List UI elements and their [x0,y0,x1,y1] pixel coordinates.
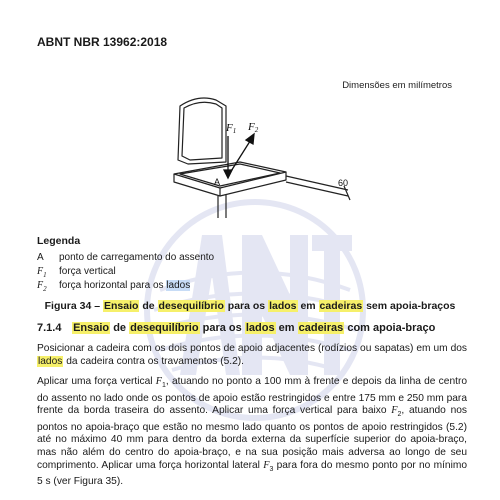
paragraph-2: Aplicar uma força vertical $F_1$, atuando no ponto a 100 mm à frente e depois da linha de centro do assento no lado onde os pontos de apoio estão restringidos e entre 175 mm e 250 mm para frente da borda traseira do assento. Aplicar uma força vertical para baixo $F_2$, atuando nos pontos no apoia-braço que estão no mesmo lado quanto os pontos de apoio restringidos (5.2) até no máximo 40 mm para dentro da borda externa da superfície superior do apoia-braço, mas não além do centro do apoia-braço, e na sua posição mais adversa ao longo de seu comprimento. Aplicar uma força horizontal lateral $F_3$ para fora do mesmo ponto por no mínimo 5 s (ver Figura 35). [37,376,467,488]
highlight-cadeiras: cadeiras [298,322,344,334]
paragraph-1: Posicionar a cadeira com os dois pontos de apoio adjacentes (rodízios ou sapatas) em um dos lados da cadeira contra os travamentos (5.2). [37,343,467,367]
label-f2: F2 [248,121,259,134]
highlight-lados: lados [38,355,63,367]
highlight-desequilibrio: desequilíbrio [158,300,224,312]
legend-symbol: A [37,252,44,263]
section-heading: 7.1.4 Ensaio de desequilíbrio para os lados em cadeiras com apoia-braço [37,322,436,334]
section-number: 7.1.4 [37,322,62,334]
standard-id: ABNT NBR 13962:2018 [37,35,168,49]
legend-item-a [37,252,214,263]
highlight-lados: lados [269,300,297,312]
highlight-lados: lados [245,322,275,334]
label-a: A [214,177,221,187]
dimension-60: 60 [338,178,349,188]
highlight-cadeiras: cadeiras [319,300,363,312]
highlight-desequilibrio: desequilíbrio [130,322,199,334]
legend-text: força horizontal para os lados [59,280,191,291]
figure-caption: Figura 34 – Ensaio de desequilíbrio para os lados em cadeiras sem apoia-braços [44,300,456,312]
legend-title: Legenda [37,235,81,247]
label-f1: F1 [226,122,237,135]
legend-item-f1 [37,266,116,279]
legend-text: ponto de carregamento do assento [59,252,215,263]
highlight-ensaio: Ensaio [103,300,139,312]
legend-symbol: $F_2$ [37,280,47,293]
chair-figure [160,90,360,230]
legend-text: força vertical [59,266,116,277]
legend-item-f2 [37,280,190,293]
dimensions-note: Dimensões em milímetros [342,80,452,91]
highlight-ensaio: Ensaio [73,322,110,334]
force-f2-arrow [228,138,252,176]
selected-text-lados[interactable]: lados [166,280,191,291]
legend-symbol: $F_1$ [37,266,47,279]
